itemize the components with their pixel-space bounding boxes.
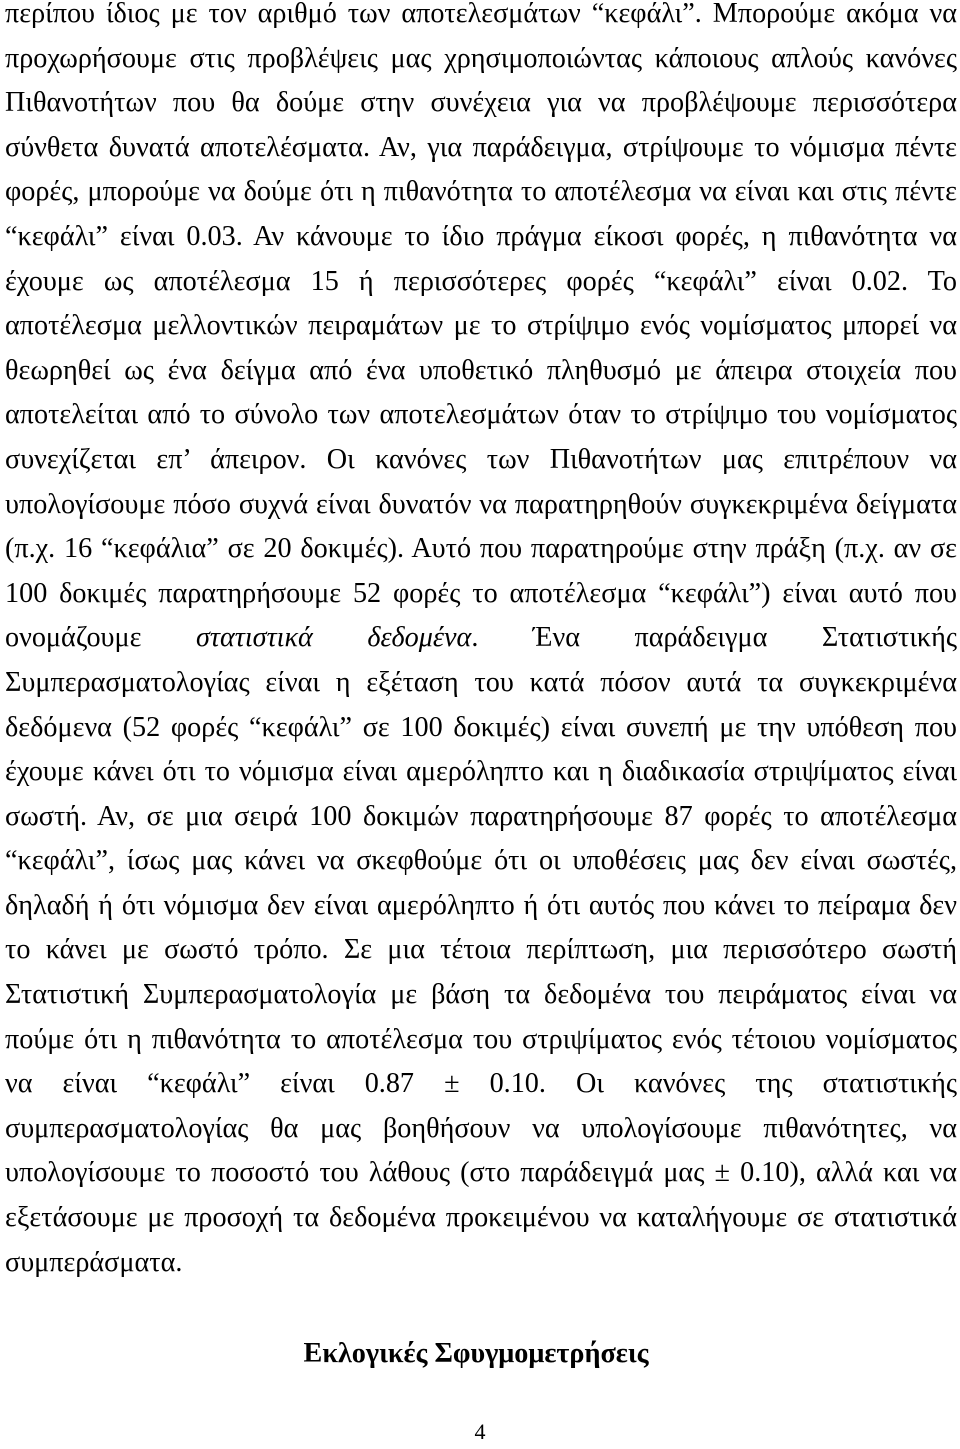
italic-term-statistical-data: στατιστικά δεδομένα	[195, 622, 472, 654]
body-paragraph	[5, 0, 957, 1285]
section-heading: Εκλογικές Σφυγμομετρήσεις	[303, 1338, 649, 1369]
body-text-part-1: περίπου ίδιος με τον αριθμό των αποτελεσμάτων “κεφάλι”. Μπορούμε ακόμα να προχωρήσουμε στις προβλέψεις μας χρησιμοποιώντας κάποιους απλούς κανόνες Πιθανοτήτων που θα δούμε στην συνέχεια για να προβλέψουμε περισσότερα σύνθετα δυνατά αποτελέσματα. Αν, για παράδειγμα, στρίψουμε το νόμισμα πέντε φορές, μπορούμε να δούμε ότι η πιθανότητα το αποτέλεσμα να είναι και στις πέντε “κεφάλι” είναι 0.03. Αν κάνουμε το ίδιο πράγμα είκοσι φορές, η πιθανότητα να έχουμε ως αποτέλεσμα 15 ή περισσότερες φορές “κεφάλι” είναι 0.02. Το αποτέλεσμα μελλοντικών πειραμάτων με το στρίψιμο ενός νομίσματος μπορεί να θεωρηθεί ως ένα δείγμα από ένα υποθετικό πληθυσμό με άπειρα στοιχεία που αποτελείται από το σύνολο των αποτελεσμάτων όταν το στρίψιμο του νομίσματος συνεχίζεται επ’ άπειρον. Οι κανόνες των Πιθανοτήτων μας επιτρέπουν να υπολογίσουμε πόσο συχνά είναι δυνατόν να παρατηρηθούν συγκεκριμένα δείγματα (π.χ. 16 “κεφάλια” σε 20 δοκιμές). Αυτό που παρατηρούμε στην πράξη (π.χ. αν σε 100 δοκιμές παρατηρήσουμε 52 φορές το αποτέλεσμα “κεφάλι”) είναι αυτό που ονομάζουμε	[5, 0, 957, 654]
page-number: 4	[474, 1419, 486, 1444]
document-page	[5, 0, 957, 1293]
body-text-part-2: . Ένα παράδειγμα Στατιστικής Συμπερασματολογίας είναι η εξέταση του κατά πόσον αυτά τα συγκεκριμένα δεδόμενα (52 φορές “κεφάλι” σε 100 δοκιμές) είναι συνεπή με την υπόθεση που έχουμε κάνει ότι το νόμισμα είναι αμερόληπτο και η διαδικασία στριψίματος είναι σωστή. Αν, σε μια σειρά 100 δοκιμών παρατηρήσουμε 87 φορές το αποτέλεσμα “κεφάλι”, ίσως μας κάνει να σκεφθούμε ότι οι υποθέσεις μας δεν είναι σωστές, δηλαδή ή ότι νόμισμα δεν είναι αμερόληπτο ή ότι αυτός που κάνει το πείραμα δεν το κάνει με σωστό τρόπο. Σε μια τέτοια περίπτωση, μια περισσότερο σωστή Στατιστική Συμπερασματολογία με βάση τα δεδομένα του πειράματος είναι να πούμε ότι η πιθανότητα το αποτέλεσμα του στριψίματος ενός τέτοιου νομίσματος να είναι “κεφάλι” είναι 0.87 ± 0.10. Οι κανόνες της στατιστικής συμπερασματολογίας θα μας βοηθήσουν να υπολογίσουμε πιθανότητες, να υπολογίσουμε το ποσοστό του λάθους (στο παράδειγμά μας ± 0.10), αλλά και να εξετάσουμε με προσοχή τα δεδομένα προκειμένου να καταλήγουμε σε στατιστικά συμπεράσματα.	[5, 622, 958, 1278]
